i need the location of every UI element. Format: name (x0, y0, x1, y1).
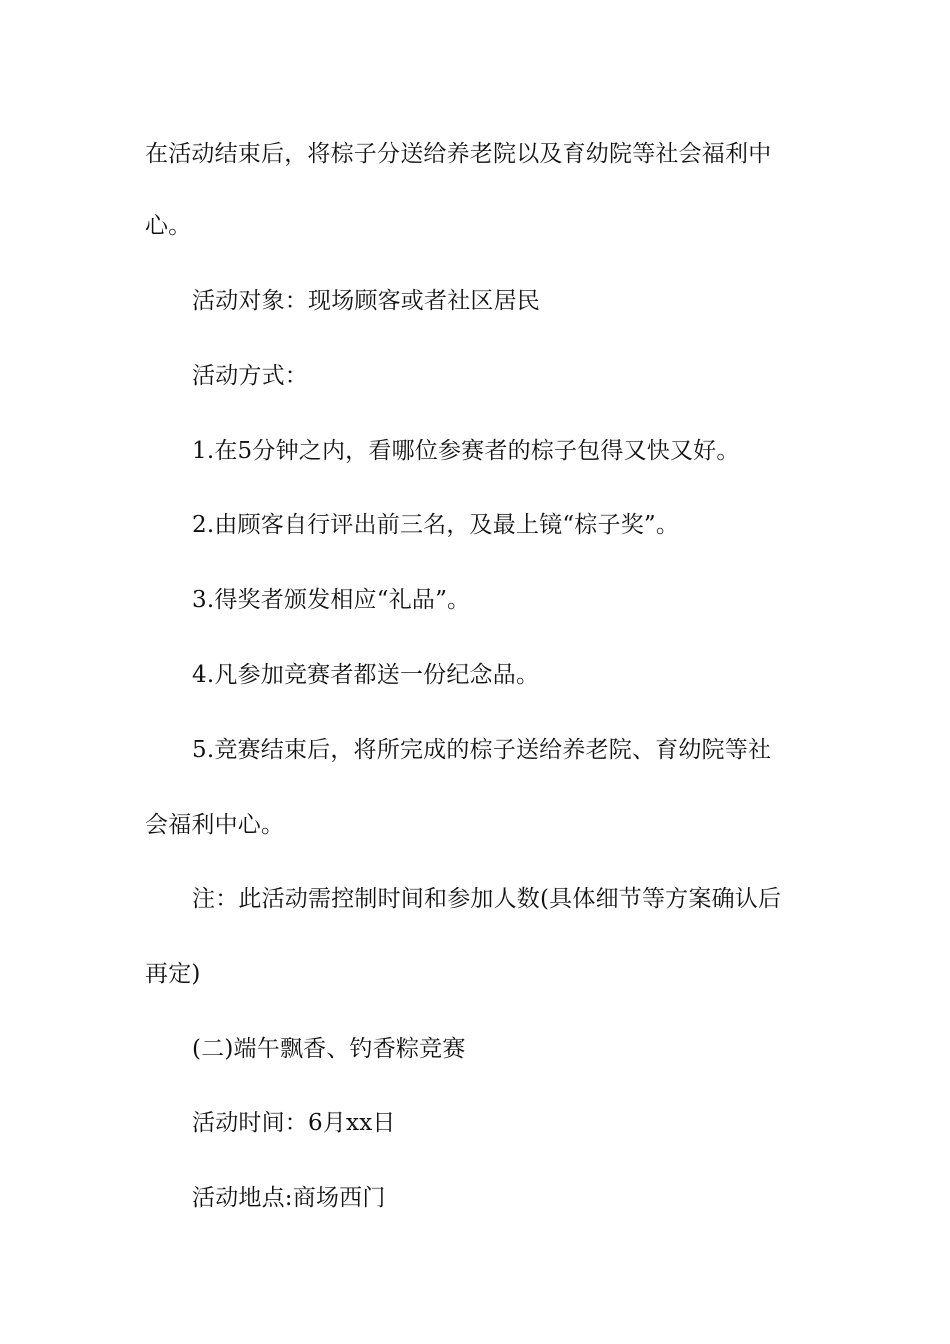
rule-item-2: 2.由顾客自行评出前三名，及最上镜“棕子奖”。 (192, 512, 680, 538)
rule-item-1: 1.在5分钟之内，看哪位参赛者的棕子包得又快又好。 (192, 438, 740, 464)
note-line-continued: 再定) (145, 961, 201, 987)
section-heading: (二)端午飘香、钓香粽竞赛 (192, 1036, 466, 1062)
paragraph-line-2: 心。 (145, 213, 192, 239)
activity-time-line: 活动时间：6月xx日 (192, 1110, 396, 1136)
paragraph-line-1: 在活动结束后，将棕子分送给养老院以及育幼院等社会福利中 (145, 141, 772, 167)
activity-location-line: 活动地点:商场西门 (192, 1185, 386, 1211)
rule-item-5: 5.竞赛结束后，将所完成的棕子送给养老院、育幼院等社 (192, 737, 772, 763)
rule-item-5-continued: 会福利中心。 (145, 812, 285, 838)
activity-method-heading: 活动方式： (192, 363, 308, 389)
note-line: 注：此活动需控制时间和参加人数(具体细节等方案确认后 (192, 886, 782, 912)
activity-target-line: 活动对象：现场顾客或者社区居民 (192, 288, 540, 314)
rule-item-3: 3.得奖者颁发相应“礼品”。 (192, 587, 471, 613)
rule-item-4: 4.凡参加竞赛者都送一份纪念品。 (192, 662, 540, 688)
